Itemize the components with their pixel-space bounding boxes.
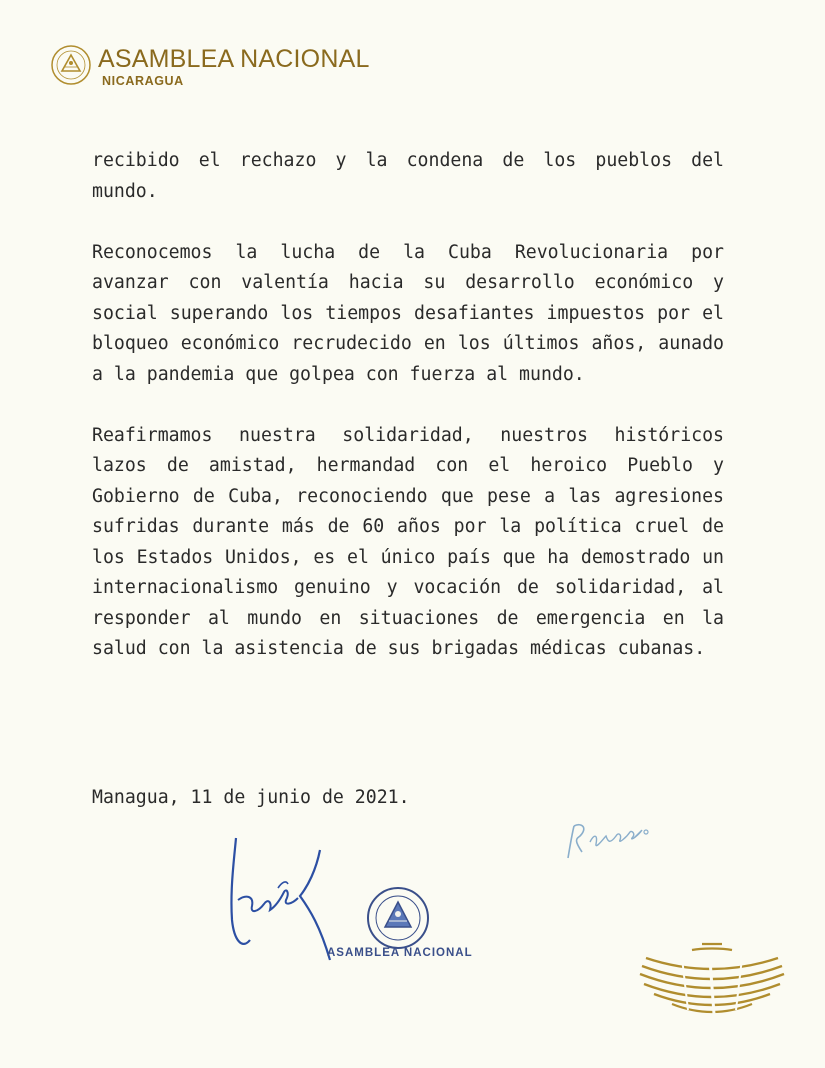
paragraph-2: Reconocemos la lucha de la Cuba Revolucionaria por avanzar con valentía hacia su desarrollo económico y social superando los tiempos desafiantes impuestos por el bloqueo económico recrudecido en los últimos años, aunado a la pandemia que golpea con fuerza al mundo.	[92, 241, 724, 385]
handwritten-initials	[560, 808, 660, 868]
letterhead-text	[98, 44, 370, 88]
org-country: NICARAGUA	[102, 74, 184, 88]
paragraph-3: Reafirmamos nuestra solidaridad, nuestros históricos lazos de amistad, hermandad con el heroico Pueblo y Gobierno de Cuba, reconociendo que pese a las agresiones sufridas durante más de 60 años por la política cruel de los Estados Unidos, es el único país que ha demostrado un internacionalismo genuino y vocación de solidaridad, al responder al mundo en situaciones de emergencia en la salud con la asistencia de sus brigadas médicas cubanas.	[92, 424, 724, 659]
republica-seal-icon	[365, 885, 431, 951]
assembly-hemicycle-icon	[632, 940, 792, 1020]
letterhead	[50, 44, 370, 88]
paragraph-1: recibido el rechazo y la condena de los pueblos del mundo.	[92, 150, 724, 202]
stamp-label: ASAMBLEA NACIONAL	[327, 947, 473, 959]
nicaragua-seal-icon	[50, 44, 92, 86]
date-line: Managua, 11 de junio de 2021.	[92, 787, 410, 808]
letter-body	[92, 146, 724, 695]
official-stamp	[325, 885, 485, 975]
org-name: ASAMBLEA NACIONAL	[98, 45, 370, 73]
